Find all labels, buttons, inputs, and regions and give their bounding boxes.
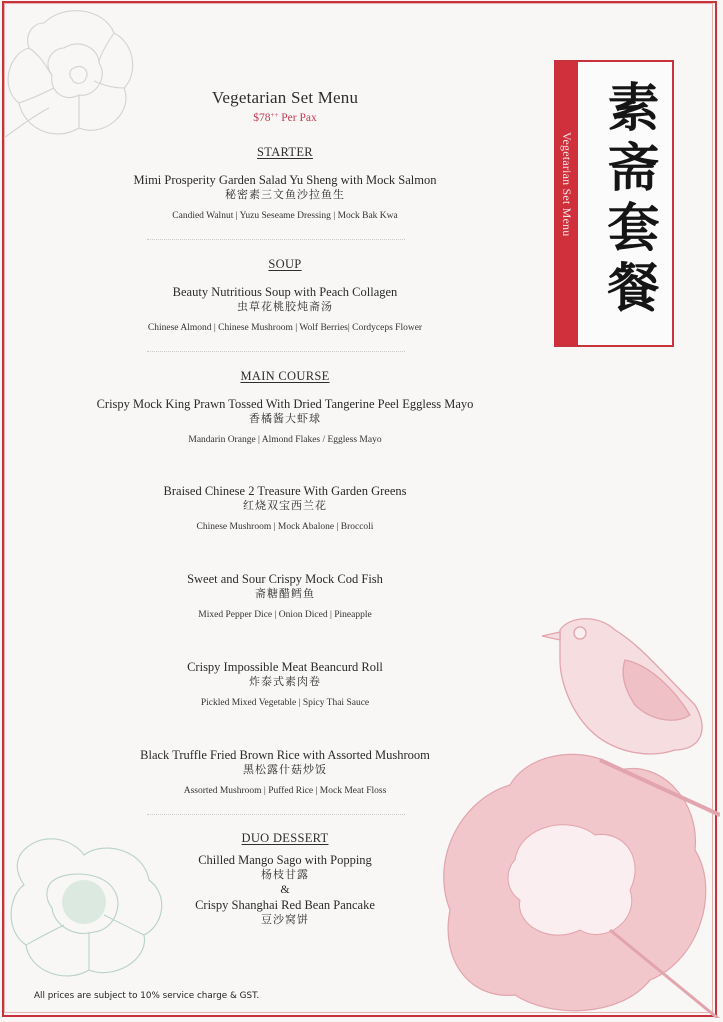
- dish-name-chinese: 斋糖醋鳕鱼: [255, 587, 315, 600]
- dish-description: Mandarin Orange | Almond Flakes / Eggless Mayo: [188, 435, 382, 445]
- dish-description: Assorted Mushroom | Puffed Rice | Mock Meat Floss: [183, 786, 387, 796]
- dish-name: Mimi Prosperity Garden Salad Yu Sheng with Mock Salmon: [133, 173, 437, 187]
- section-divider: [147, 814, 405, 815]
- section-divider: [147, 239, 405, 240]
- section-heading: MAIN COURSE: [240, 369, 330, 383]
- dish-item: [40, 172, 530, 222]
- section-divider: [147, 351, 405, 352]
- section-heading: DUO DESSERT: [241, 831, 329, 845]
- dish-item: [40, 483, 530, 533]
- chinese-title: 素斋套餐: [598, 80, 659, 320]
- section-starter: [40, 144, 530, 222]
- dish-name-chinese: 黑松露什菇炒饭: [243, 763, 327, 776]
- menu-price: $78++ Per Pax: [253, 111, 317, 124]
- section-heading: STARTER: [257, 145, 313, 159]
- chinese-title-box: [554, 60, 674, 347]
- dish-name: Crispy Mock King Prawn Tossed With Dried Tangerine Peel Eggless Mayo: [96, 397, 474, 411]
- section-main-course: [40, 368, 530, 446]
- dish-item: [40, 396, 530, 446]
- dish-name: Crispy Impossible Meat Beancurd Roll: [187, 660, 383, 674]
- dish-name-chinese: 秘密素三文鱼沙拉鱼生: [225, 188, 345, 201]
- dish-item: [40, 747, 530, 797]
- dish-description: Pickled Mixed Vegetable | Spicy Thai Sauce: [200, 698, 370, 708]
- dish-item: [40, 897, 530, 927]
- menu-title: Vegetarian Set Menu: [211, 88, 359, 107]
- dish-name: Black Truffle Fried Brown Rice with Assorted Mushroom: [140, 748, 430, 762]
- dish-name-chinese: 香橘酱大虾球: [249, 412, 321, 425]
- dish-description: Mixed Pepper Dice | Onion Diced | Pineapple: [198, 610, 372, 620]
- dessert-joiner: &: [280, 882, 290, 896]
- dish-name-chinese: 红烧双宝西兰花: [243, 499, 327, 512]
- section-heading: SOUP: [268, 257, 302, 271]
- section-soup: [40, 256, 530, 334]
- dish-name: Crispy Shanghai Red Bean Pancake: [195, 898, 375, 912]
- dish-name: Sweet and Sour Crispy Mock Cod Fish: [187, 572, 383, 586]
- dish-name: Chilled Mango Sago with Popping: [198, 853, 372, 867]
- menu-content: [40, 88, 530, 988]
- dish-item: [40, 284, 530, 334]
- dish-name-chinese: 杨枝甘露: [261, 868, 309, 881]
- dish-description: Chinese Almond | Chinese Mushroom | Wolf Berries| Cordyceps Flower: [147, 323, 423, 333]
- dish-name: Braised Chinese 2 Treasure With Garden Greens: [163, 484, 407, 498]
- dish-description: Chinese Mushroom | Mock Abalone | Broccoli: [196, 522, 374, 532]
- dish-name-chinese: 豆沙窝饼: [261, 913, 309, 926]
- strip-title: Vegetarian Set Menu: [560, 132, 574, 237]
- dish-description: Candied Walnut | Yuzu Seseame Dressing | Mock Bak Kwa: [172, 211, 398, 221]
- dish-item: [40, 571, 530, 621]
- dish-item: [40, 659, 530, 709]
- dish-item: [40, 852, 530, 882]
- dish-name: Beauty Nutritious Soup with Peach Collagen: [172, 285, 398, 299]
- section-duo-dessert: [40, 830, 530, 927]
- dish-name-chinese: 炸泰式素肉卷: [249, 675, 321, 688]
- title-strip: [556, 62, 578, 345]
- dish-name-chinese: 虫草花桃胶炖斋汤: [237, 300, 333, 313]
- footer-note: All prices are subject to 10% service charge & GST.: [34, 991, 260, 1001]
- menu-header: [40, 88, 530, 125]
